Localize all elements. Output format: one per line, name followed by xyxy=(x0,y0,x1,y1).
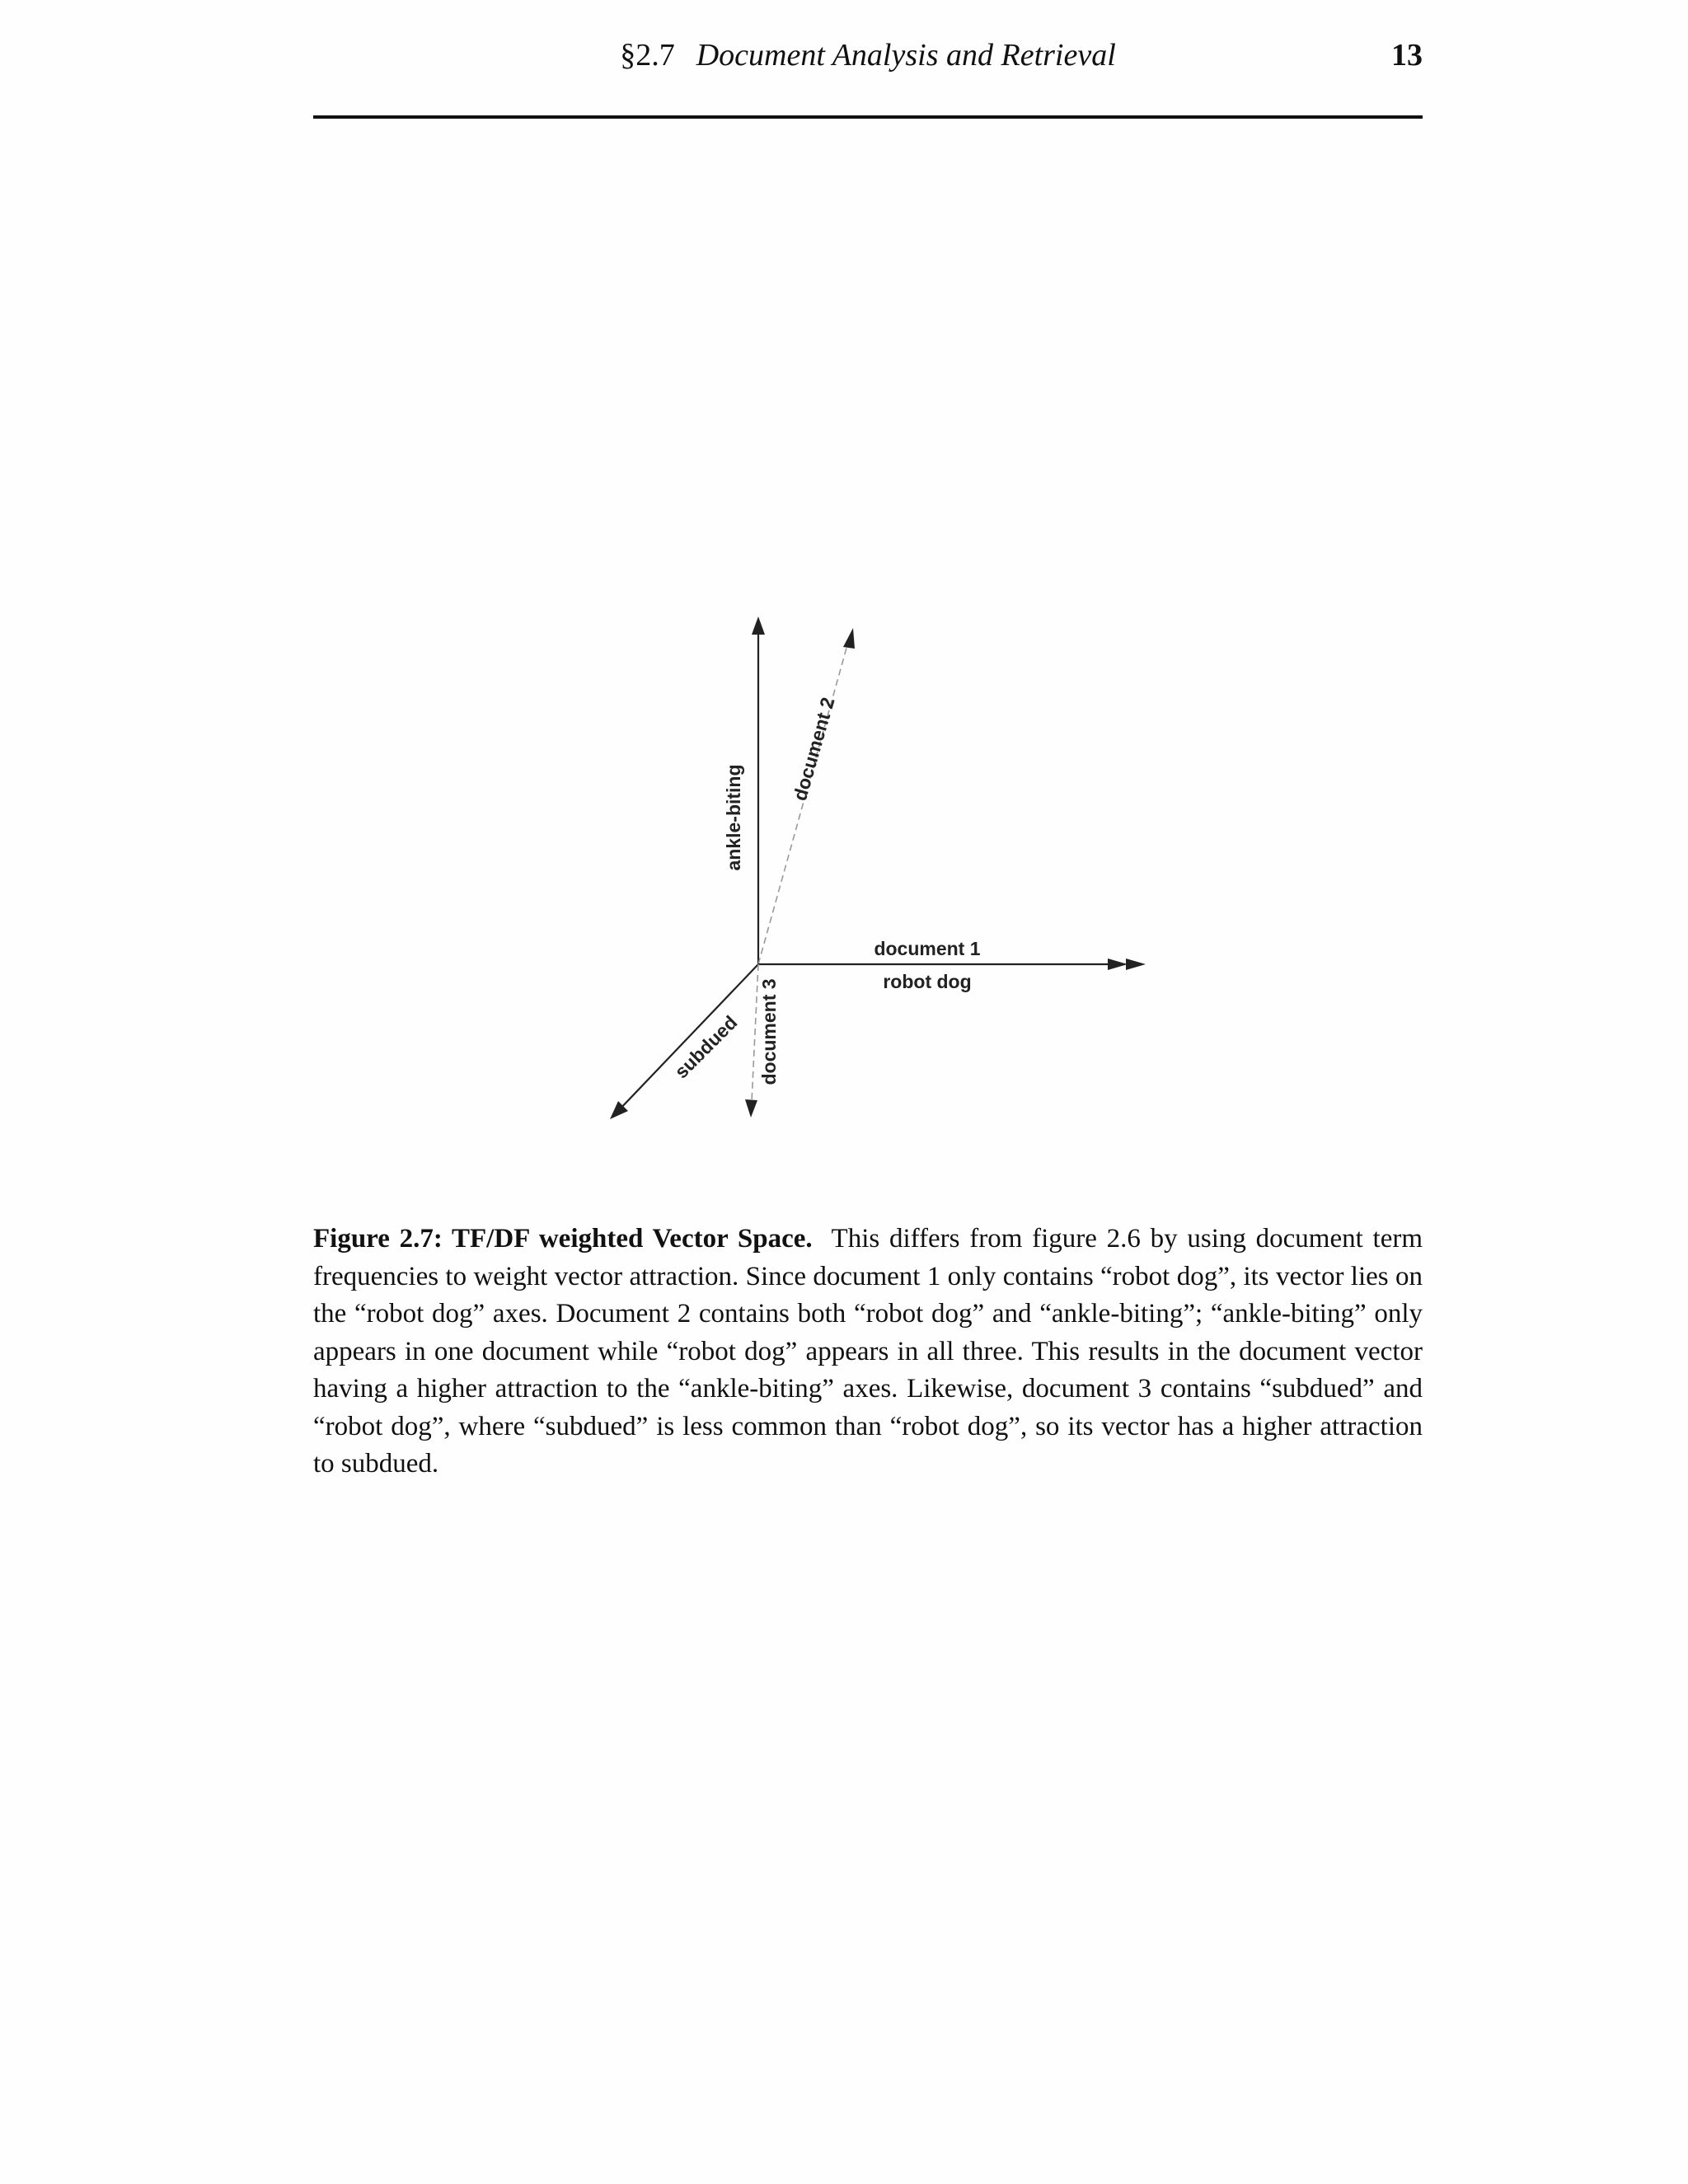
robot-dog-label: robot dog xyxy=(883,971,972,992)
figure-caption xyxy=(313,1221,1423,1483)
document-2-label: document 2 xyxy=(789,695,839,804)
vector-space-diagram xyxy=(577,610,1187,1154)
document-3-arrowhead xyxy=(745,1099,757,1118)
section-title: Document Analysis and Retrieval xyxy=(696,38,1116,73)
header-rule xyxy=(313,115,1423,119)
section-heading xyxy=(313,36,1423,74)
document-3-label: document 3 xyxy=(758,978,780,1085)
section-number: §2.7 xyxy=(620,38,675,73)
ankle-biting-arrowhead xyxy=(752,616,765,635)
robot-dog-arrowhead xyxy=(1108,958,1128,970)
running-header xyxy=(313,36,1423,74)
ankle-biting-label: ankle-biting xyxy=(723,764,744,871)
vector-space-figure xyxy=(577,610,1187,1154)
document-2-arrowhead xyxy=(843,628,855,649)
subdued-axis xyxy=(617,964,758,1113)
page-number: 13 xyxy=(1391,38,1423,73)
document-1-label: document 1 xyxy=(874,938,981,959)
document-3-vector xyxy=(752,964,758,1102)
figure-caption-label: Figure 2.7: TF/DF weighted Vector Space. xyxy=(313,1224,813,1254)
subdued-label: subdued xyxy=(670,1011,742,1083)
document-1-arrowhead xyxy=(1126,958,1146,970)
figure-caption-text: This differs from figure 2.6 by using document term frequencies to weight vector attraction. Since document 1 only contains “robot dog”, its vector lies on the “robot dog” axes. Document 2 contains both “robot dog” and “ankle-biting”; “ankle-biting” only appears in one document while “robot dog” appears in all three. This results in the document vector having a higher attraction to the “ankle-biting” axes. Likewise, document 3 contains “subdued” and “robot dog”, where “subdued” is less common than “robot dog”, so its vector has a higher attraction to subdued. xyxy=(313,1224,1423,1479)
